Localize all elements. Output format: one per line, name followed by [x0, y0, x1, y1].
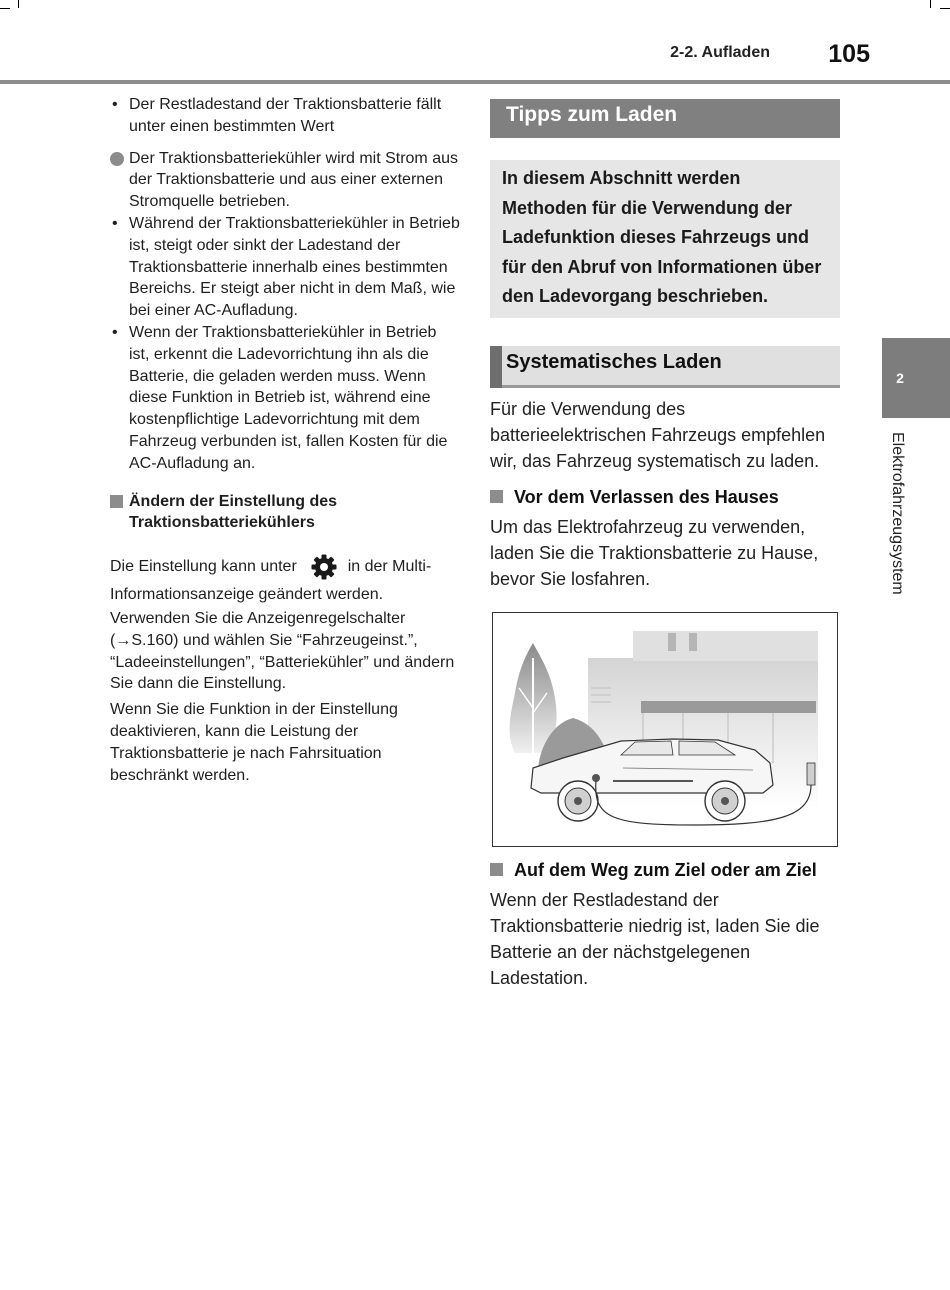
square-bullet-icon — [490, 490, 503, 503]
list-item-text: Während der Traktionsbatteriekühler in Betrieb ist, steigt oder sinkt der Ladestand der Traktionsbatterie innerhalb eines bestimmten Bereichs. Er steigt aber nicht in dem Maß, wie bei einer AC-Aufladung. — [129, 214, 460, 320]
setting-text-end: in der Multi- — [347, 558, 432, 576]
section-heading-title: Systematisches Laden — [506, 350, 722, 373]
circle-paragraph — [110, 148, 460, 213]
chapter-title: Elektrofahrzeugsystem — [889, 432, 906, 595]
crop-mark — [0, 8, 10, 9]
subheading-text: Auf dem Weg zum Ziel oder am Ziel — [514, 859, 817, 880]
dot-bullet-icon: • — [112, 214, 118, 232]
intro-box: In diesem Abschnitt werden Methoden für die Verwendung der Ladefunktion dieses Fahrzeugs und für den Abruf von Informationen über den Ladevorgang beschrieben. — [490, 160, 840, 318]
dot-bullet-icon: • — [112, 323, 118, 341]
section-heading — [490, 346, 840, 388]
setting-text-continued: Informationsanzeige geändert werden. — [110, 586, 384, 604]
chapter-tab[interactable] — [882, 338, 950, 418]
setting-text-start: Die Einstellung kann unter — [110, 558, 297, 576]
paragraph: Wenn Sie die Funktion in der Einstellung deaktivieren, kann die Leistung der Traktionsbatterie je nach Fahrsituation beschränkt werden. — [110, 701, 398, 784]
subheading-text: Ändern der Einstellung des Traktionsbatteriekühlers — [129, 492, 338, 532]
circle-bullet-icon — [110, 152, 124, 166]
page-number: 105 — [828, 40, 870, 68]
list-item — [110, 322, 460, 475]
subheading — [490, 857, 840, 883]
heading-accent-bar — [490, 346, 502, 388]
dot-bullet-icon: • — [112, 96, 118, 113]
crop-mark — [930, 0, 931, 8]
list-item — [110, 94, 460, 138]
header-rule — [0, 80, 950, 84]
section-banner — [490, 99, 840, 138]
house-car-charging-image — [493, 613, 837, 846]
list-item-text: Der Restladestand der Traktionsbatterie fällt unter einen bestimmten Wert — [129, 96, 442, 135]
list-item-text: Wenn der Traktionsbatteriekühler in Betrieb ist, erkennt die Ladevorrichtung ihn als die Batterie, die geladen werden muss. Wenn diese Funktion in Betrieb ist, während eine kostenpflichtige Ladevorrichtung mit dem Fahrzeug verbunden ist, fallen Kosten für die AC-Aufladung an. — [129, 323, 448, 472]
circle-paragraph-text: Der Traktionsbatteriekühler wird mit Strom aus der Traktionsbatterie und aus einer externen Stromquelle betrieben. — [129, 149, 458, 211]
chapter-tab-number: 2 — [896, 370, 904, 386]
right-column — [490, 99, 840, 991]
subsection-text: Wenn der Restladestand der Traktionsbatterie niedrig ist, laden Sie die Batterie an der nächstgelegenen Ladestation. — [490, 889, 820, 988]
setting-line — [110, 550, 460, 584]
subheading — [490, 484, 840, 510]
left-column — [110, 94, 460, 786]
crop-mark — [940, 8, 950, 9]
gear-icon — [311, 554, 337, 580]
subheading-text: Vor dem Verlassen des Hauses — [514, 486, 779, 507]
paragraph: Verwenden Sie die Anzeigenregelschalter (→S.160) und wählen Sie “Fahrzeugeinst.”, “Ladeeinstellungen”, “Batteriekühler” und ändern Sie dann die Einstellung. — [110, 609, 455, 693]
crop-mark — [18, 0, 19, 8]
section-text: Für die Verwendung des batterieelektrischen Fahrzeugs empfehlen wir, das Fahrzeug systematisch zu laden. — [490, 398, 826, 471]
subheading — [110, 491, 460, 535]
section-banner-title: Tipps zum Laden — [506, 103, 678, 126]
subsection-text: Um das Elektrofahrzeug zu verwenden, laden Sie die Traktionsbatterie zu Hause, bevor Sie losfahren. — [490, 516, 819, 589]
square-bullet-icon — [490, 863, 503, 876]
home-charging-illustration — [492, 612, 838, 847]
running-header-section: 2-2. Aufladen — [670, 44, 770, 61]
square-bullet-icon — [110, 495, 123, 508]
list-item — [110, 213, 460, 322]
